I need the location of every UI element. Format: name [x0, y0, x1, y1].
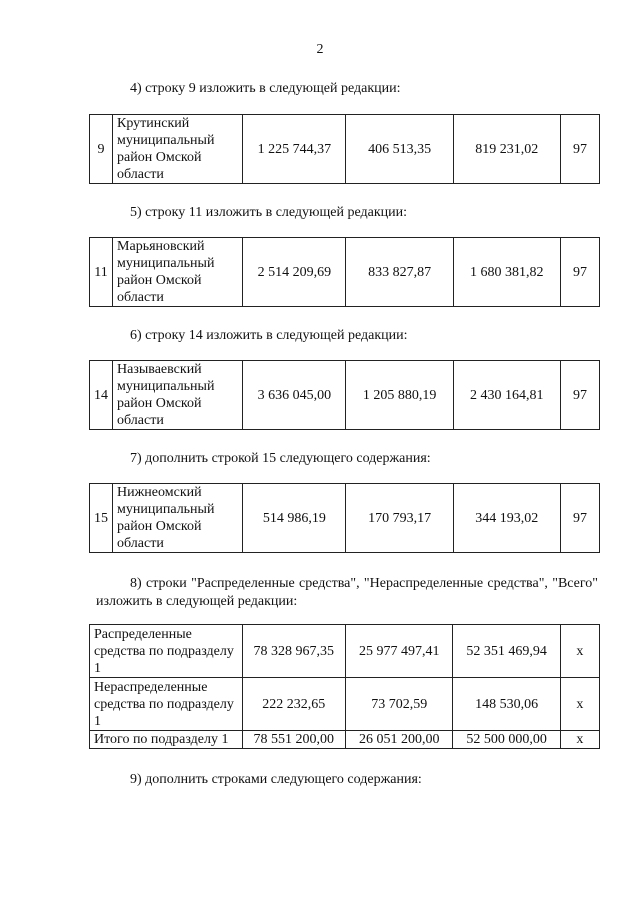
value-b: 344 193,02 [453, 484, 560, 553]
percent-value: x [560, 678, 599, 731]
district-name: Крутинский муниципальный район Омской области [113, 115, 243, 184]
district-name: Называевский муниципальный район Омской области [113, 361, 243, 430]
amendment-table-row-11 [89, 237, 600, 307]
percent-value: x [560, 731, 599, 749]
total-value: 3 636 045,00 [243, 361, 346, 430]
summary-label: Распределенные средства по подразделу 1 [90, 625, 243, 678]
table-row [90, 115, 600, 184]
total-value: 514 986,19 [243, 484, 346, 553]
row-number: 11 [90, 238, 113, 307]
amendment-table-row-15 [89, 483, 600, 553]
table-row [90, 361, 600, 430]
summary-table [89, 624, 600, 749]
page-number: 2 [316, 42, 324, 57]
table-row [90, 484, 600, 553]
value-b: 2 430 164,81 [453, 361, 560, 430]
amendment-heading-6: 6) строку 14 изложить в следующей редакции: [130, 328, 408, 343]
value-b: 1 680 381,82 [453, 238, 560, 307]
total-value: 222 232,65 [242, 678, 345, 731]
amendment-heading-7: 7) дополнить строкой 15 следующего содержания: [130, 451, 431, 466]
value-b: 148 530,06 [453, 678, 560, 731]
district-name: Марьяновский муниципальный район Омской области [113, 238, 243, 307]
value-a: 26 051 200,00 [345, 731, 452, 749]
total-value: 2 514 209,69 [243, 238, 346, 307]
amendment-heading-5: 5) строку 11 изложить в следующей редакции: [130, 205, 408, 220]
amendment-table-row-9 [89, 114, 600, 184]
percent-value: 97 [560, 115, 599, 184]
value-a: 833 827,87 [346, 238, 453, 307]
value-b: 819 231,02 [453, 115, 560, 184]
amendment-heading-4: 4) строку 9 изложить в следующей редакции: [130, 81, 401, 96]
table-row [90, 678, 600, 731]
table-row [90, 625, 600, 678]
row-number: 14 [90, 361, 113, 430]
amendment-heading-9: 9) дополнить строками следующего содержания: [130, 772, 422, 787]
value-b: 52 351 469,94 [453, 625, 560, 678]
row-number: 9 [90, 115, 113, 184]
total-value: 78 551 200,00 [242, 731, 345, 749]
table-row [90, 238, 600, 307]
value-a: 170 793,17 [346, 484, 453, 553]
percent-value: x [560, 625, 599, 678]
total-value: 1 225 744,37 [243, 115, 346, 184]
district-name: Нижнеомский муниципальный район Омской области [113, 484, 243, 553]
value-a: 406 513,35 [346, 115, 453, 184]
amendment-heading-8: 8) строки "Распределенные средства", "Нераспределенные средства", "Всего" изложить в следующей редакции: [96, 576, 598, 609]
percent-value: 97 [560, 484, 599, 553]
value-a: 25 977 497,41 [345, 625, 452, 678]
value-b: 52 500 000,00 [453, 731, 560, 749]
summary-label: Итого по подразделу 1 [90, 731, 243, 749]
total-value: 78 328 967,35 [242, 625, 345, 678]
row-number: 15 [90, 484, 113, 553]
percent-value: 97 [560, 361, 599, 430]
value-a: 73 702,59 [345, 678, 452, 731]
value-a: 1 205 880,19 [346, 361, 453, 430]
summary-label: Нераспределенные средства по подразделу 1 [90, 678, 243, 731]
percent-value: 97 [560, 238, 599, 307]
amendment-table-row-14 [89, 360, 600, 430]
table-row [90, 731, 600, 749]
